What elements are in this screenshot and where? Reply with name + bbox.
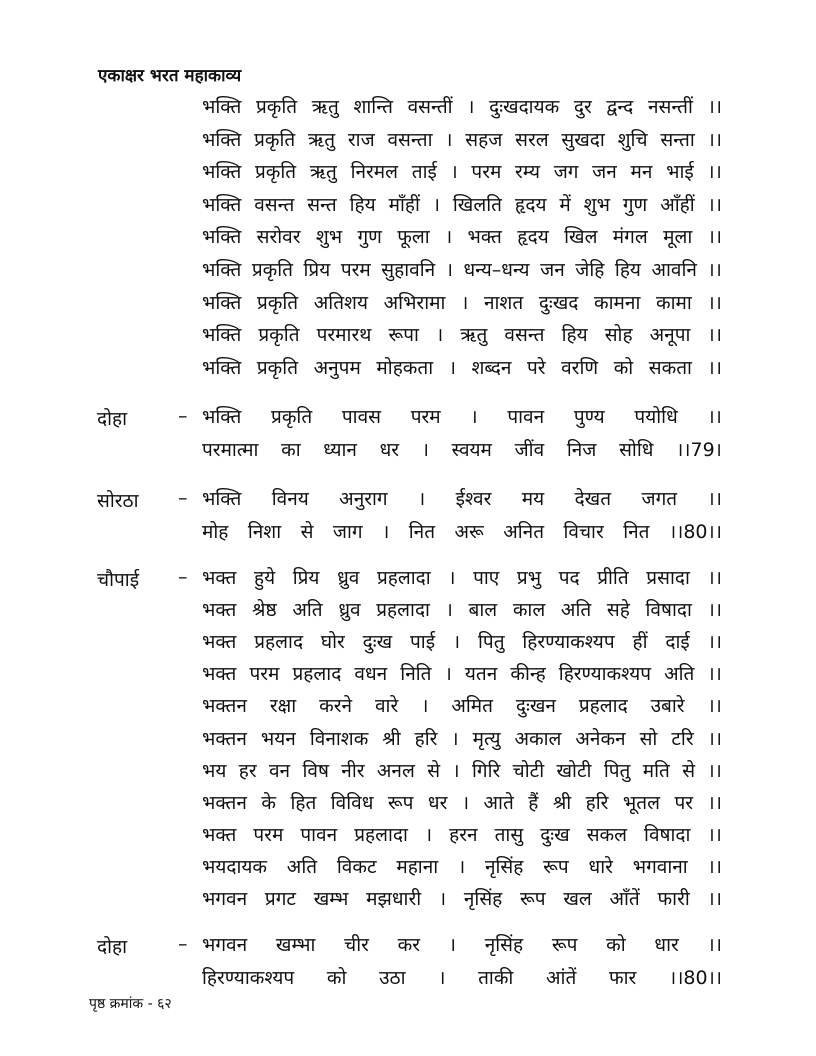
- verse-line: भक्ति प्रकृति प्रिय परम सुहावनि । धन्य–धन्य जन जेहि हिय आवनि ।।: [202, 259, 722, 281]
- verse-dash: –: [178, 405, 188, 427]
- verse-line: भक्ति प्रकृति अनुपम मोहकता । शब्दन परे वरणि को सकता ।।: [202, 356, 722, 379]
- verse-dash: –: [178, 933, 188, 955]
- verse-line: भक्त परम पावन प्रहलादा । हरन तासु दुःख सकल विषादा ।।: [202, 823, 722, 846]
- verse-label-doha: दोहा: [97, 936, 128, 958]
- verse-line: भक्त हुये प्रिय ध्रुव प्रहलादा । पाए प्रभु पद प्रीति प्रसादा ।।: [202, 567, 722, 589]
- verse-label-doha: दोहा: [97, 408, 128, 430]
- verse-line: भक्ति प्रकृति ऋतु शान्ति वसन्तीं । दुःखदायक दुर द्वन्द नसन्तीं ।।: [202, 96, 722, 118]
- verse-line: भक्त प्रहलाद घोर दुःख पाई । पितु हिरण्याकश्यप हीं दाई ।।: [202, 631, 722, 654]
- verse-line: भक्तन के हित विविध रूप धर । आते हैं श्री हरि भूतल पर ।।: [202, 791, 722, 814]
- verse-line: भक्ति सरोवर शुभ गुण फूला । भक्त हृदय खिल मंगल मूला ।।: [202, 226, 722, 249]
- page-header: एकाक्षर भरत महाकाव्य: [98, 66, 242, 86]
- verse-line: हिरण्याकश्यप को उठा । ताकी आंतें फार ।।80।।: [202, 967, 722, 989]
- verse-line: भय हर वन विष नीर अनल से । गिरि चोटी खोटी पितु मति से ।।: [202, 759, 722, 782]
- verse-label-chaupai: चौपाई: [97, 569, 140, 591]
- verse-dash: –: [178, 566, 188, 588]
- verse-line: भक्ति वसन्त सन्त हिय माँहीं । खिलति हृदय में शुभ गुण आँहीं ।।: [202, 193, 722, 216]
- verse-line: भक्त श्रेष्ठ अति ध्रुव प्रहलादा । बाल काल अति सहे विषादा ।।: [202, 599, 722, 622]
- verse-line: भक्तन भयन विनाशक श्री हरि । मृत्यु अकाल अनेकन सो टरि ।।: [202, 727, 722, 750]
- verse-line: भगवन प्रगट खम्भ मझधारी । नृसिंह रूप खल आँतें फारी ।।: [202, 888, 722, 910]
- verse-line: भक्ति विनय अनुराग । ईश्वर मय देखत जगत ।।: [202, 488, 722, 510]
- page-number: पृष्ठ क्रमांक - ६२: [89, 996, 172, 1012]
- verse-line: भक्ति प्रकृति पावस परम । पावन पुण्य पयोधि ।।: [202, 406, 722, 428]
- verse-line: भयदायक अति विकट महाना । नृसिंह रूप धारे भगवाना ।।: [202, 855, 722, 878]
- verse-line: भक्ति प्रकृति परमारथ रूपा । ऋतु वसन्त हिय सोह अनूपा ।।: [202, 324, 722, 347]
- verse-line: परमात्मा का ध्यान धर । स्वयम जींव निज सोधि ।।79।: [202, 439, 722, 461]
- verse-label-sortha: सोरठा: [97, 490, 139, 512]
- verse-line: भक्त परम प्रहलाद वधन निति । यतन कीन्ह हिरण्याकश्यप अति ।।: [202, 663, 722, 686]
- verse-line: भगवन खम्भा चीर कर । नृसिंह रूप को धार ।।: [202, 934, 722, 956]
- verse-line: भक्ति प्रकृति अतिशय अभिरामा । नाशत दुःखद कामना कामा ।।: [202, 291, 722, 314]
- verse-line: भक्तन रक्षा करने वारे । अमित दुःखन प्रहलाद उबारे ।।: [202, 695, 722, 718]
- verse-dash: –: [178, 487, 188, 509]
- verse-line: मोह निशा से जाग । नित अरू अनित विचार नित ।।80।।: [202, 521, 722, 543]
- verse-line: भक्ति प्रकृति ऋतु निरमल ताई । परम रम्य जग जन मन भाई ।।: [202, 161, 722, 184]
- verse-line: भक्ति प्रकृति ऋतु राज वसन्ता । सहज सरल सुखदा शुचि सन्ता ।।: [202, 128, 722, 151]
